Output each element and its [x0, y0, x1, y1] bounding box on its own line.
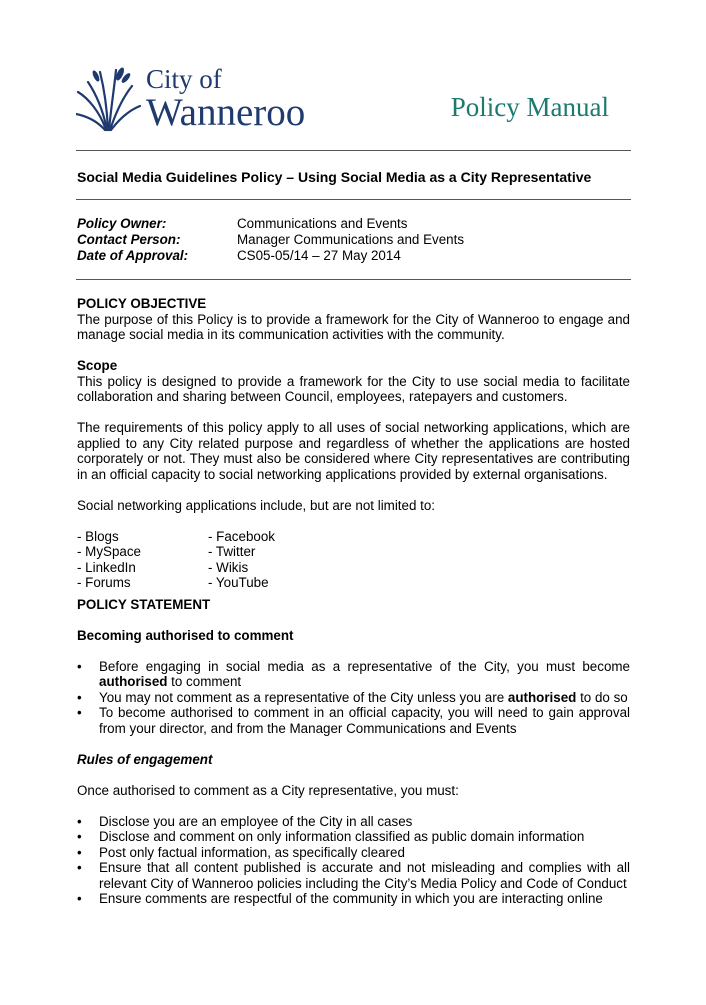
list-item: • Ensure comments are respectful of the community in which you are interacting online	[77, 891, 603, 906]
bullet-icon: •	[77, 860, 82, 875]
list-item: • You may not comment as a representative of the City unless you are authorised to do so	[77, 689, 628, 705]
document-title: Social Media Guidelines Policy – Using Social Media as a City Representative	[77, 169, 592, 185]
meta-row-contact	[77, 232, 637, 248]
statement-heading: POLICY STATEMENT	[77, 596, 211, 612]
logo-city-of: City of	[146, 64, 222, 94]
approval-value: CS05-05/14 – 27 May 2014	[237, 248, 401, 263]
scope-paragraph-2: The requirements of this policy apply to all uses of social networking applications, which are applied to any City related purpose and regardless of whether the applications are hosted corporately or not. They must also be considered where City representatives are contributing in an official capacity to social networking applications provided by external organisations.	[77, 420, 630, 482]
app-item: - LinkedIn	[77, 559, 136, 575]
app-item: - Wikis	[208, 559, 249, 575]
authorised-subheading: Becoming authorised to comment	[77, 627, 294, 643]
divider-title	[76, 199, 631, 200]
rules-heading: Rules of engagement	[77, 751, 213, 767]
owner-value: Communications and Events	[237, 216, 408, 231]
bullet-icon: •	[77, 658, 82, 674]
contact-label: Contact Person:	[77, 232, 181, 247]
bullet-icon: •	[77, 813, 82, 829]
divider-meta	[76, 279, 631, 280]
city-of-wanneroo-logo	[76, 64, 326, 134]
social-apps-list	[77, 529, 630, 591]
app-item: - Twitter	[208, 544, 256, 559]
grass-tree-emblem-icon	[76, 64, 142, 134]
owner-label: Policy Owner:	[77, 216, 167, 231]
list-item: • To become authorised to comment in an official capacity, you will need to gain approval from your director, and from the Manager Communications and Events	[77, 705, 630, 736]
scope-paragraph-3: Social networking applications include, but are not limited to:	[77, 497, 436, 513]
approval-label: Date of Approval:	[77, 248, 189, 263]
list-item: • Ensure that all content published is accurate and not misleading and complies with all relevant City of Wanneroo policies including the City’s Media Policy and Code of Conduct	[77, 860, 630, 891]
policy-meta	[77, 216, 637, 264]
rules-intro: Once authorised to comment as a City representative, you must:	[77, 782, 459, 798]
contact-value: Manager Communications and Events	[237, 232, 465, 247]
list-item: • Disclose you are an employee of the City in all cases	[77, 813, 413, 829]
rules-list	[77, 814, 630, 907]
app-item: - YouTube	[208, 575, 269, 590]
authorisation-list	[77, 659, 630, 737]
objective-text: The purpose of this Policy is to provide a framework for the City of Wanneroo to engage and manage social media in its communication activities with the community.	[77, 311, 630, 342]
app-item: - Blogs	[77, 528, 119, 544]
app-item: - MySpace	[77, 544, 141, 559]
bullet-icon: •	[77, 844, 82, 860]
list-item: • Post only factual information, as specifically cleared	[77, 844, 405, 860]
bullet-icon: •	[77, 705, 82, 720]
app-item: - Forums	[77, 575, 131, 590]
policy-manual-title: Policy Manual	[450, 92, 609, 122]
scope-heading: Scope	[77, 358, 118, 373]
meta-row-owner	[77, 216, 637, 232]
logo-wanneroo: Wanneroo	[146, 91, 306, 134]
divider-top	[76, 150, 631, 151]
bullet-icon: •	[77, 829, 82, 844]
list-item: • Disclose and comment on only information classified as public domain information	[77, 829, 585, 844]
app-item: - Facebook	[208, 528, 275, 544]
policy-body	[77, 296, 630, 907]
objective-heading: POLICY OBJECTIVE	[77, 296, 207, 311]
bullet-icon: •	[77, 689, 82, 705]
list-item: • Before engaging in social media as a representative of the City, you must become authorised to comment	[77, 658, 630, 689]
meta-row-approval	[77, 248, 637, 264]
bullet-icon: •	[77, 891, 82, 906]
scope-paragraph-1: This policy is designed to provide a framework for the City to use social media to facilitate collaboration and sharing between Council, employees, ratepayers and customers.	[77, 373, 630, 404]
